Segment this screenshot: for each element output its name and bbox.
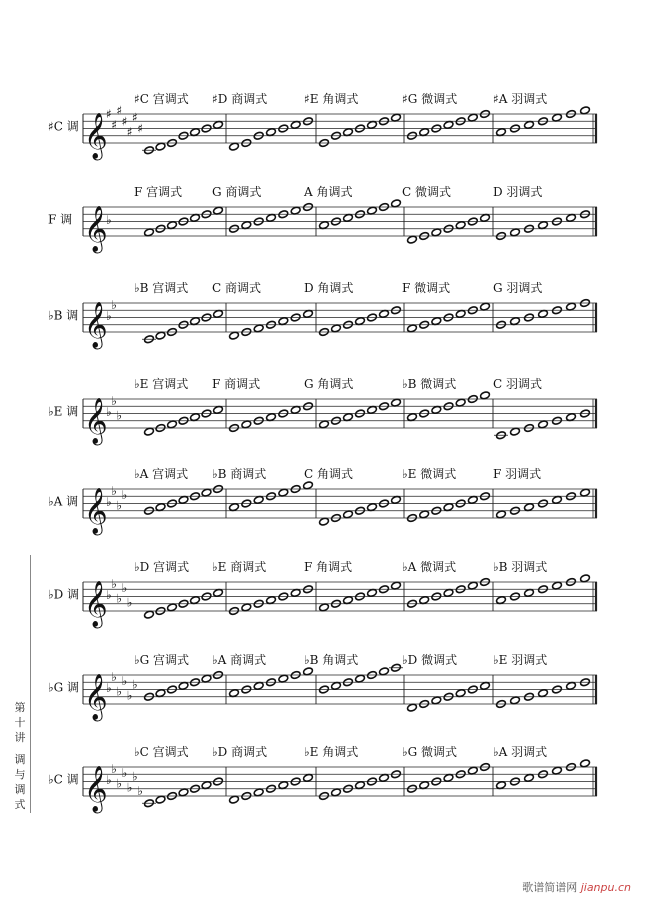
treble-clef: 𝄞 — [84, 302, 108, 348]
whole-note — [319, 420, 330, 429]
whole-note — [367, 588, 378, 597]
whole-note — [229, 503, 240, 512]
whole-note — [455, 221, 466, 230]
whole-note — [201, 488, 212, 497]
key-flat: ♭ — [121, 580, 128, 595]
key-flat: ♭ — [111, 577, 117, 592]
whole-note — [167, 221, 178, 230]
key-flat: ♭ — [116, 408, 123, 423]
whole-note — [355, 317, 366, 326]
whole-note — [253, 324, 264, 333]
key-flat: ♭ — [106, 588, 112, 602]
key-sharp: ♯ — [137, 121, 144, 136]
mode-label: ♭E 商调式 — [212, 560, 267, 574]
staff-system — [48, 184, 597, 254]
mode-label: C 角调式 — [304, 467, 353, 481]
key-flat: ♭ — [106, 681, 112, 695]
whole-note — [213, 588, 224, 597]
mode-label: C 微调式 — [402, 185, 451, 199]
mode-label: ♭E 角调式 — [304, 745, 359, 759]
whole-note — [278, 488, 289, 497]
whole-note — [178, 788, 189, 797]
whole-note — [266, 213, 277, 222]
key-sharp: ♯ — [111, 117, 118, 132]
key-flat: ♭ — [137, 783, 143, 798]
whole-note — [303, 773, 314, 782]
whole-note — [319, 221, 330, 230]
whole-note — [391, 581, 402, 590]
whole-note — [496, 128, 507, 137]
whole-note — [213, 309, 224, 318]
lecture-number: 第十讲 — [14, 701, 26, 744]
whole-note — [213, 120, 224, 129]
whole-note — [379, 667, 390, 676]
whole-note — [167, 603, 178, 612]
whole-note — [480, 213, 491, 222]
whole-note — [290, 405, 301, 414]
mode-label: F 宫调式 — [134, 185, 183, 199]
key-flat: ♭ — [111, 484, 117, 499]
whole-note — [190, 413, 201, 422]
whole-note — [278, 317, 289, 326]
key-sharp: ♯ — [116, 103, 123, 118]
whole-note — [407, 235, 418, 244]
key-flat: ♭ — [132, 677, 138, 692]
whole-note — [241, 221, 252, 230]
mode-label: G 角调式 — [304, 377, 354, 391]
mode-label: D 角调式 — [304, 281, 354, 295]
whole-note — [391, 398, 402, 407]
whole-note — [407, 324, 418, 333]
whole-note — [419, 781, 430, 790]
whole-note — [278, 674, 289, 683]
whole-note — [443, 773, 454, 782]
key-flat: ♭ — [116, 591, 123, 606]
whole-note — [213, 206, 224, 215]
whole-note — [580, 574, 591, 583]
whole-note — [431, 696, 442, 705]
whole-note — [552, 113, 563, 122]
whole-note — [367, 120, 378, 129]
mode-label: ♭B 角调式 — [304, 653, 359, 667]
whole-note — [290, 588, 301, 597]
whole-note — [343, 128, 354, 137]
whole-note — [379, 773, 390, 782]
mode-label: ♭A 宫调式 — [134, 467, 189, 481]
staff-system — [48, 376, 597, 446]
whole-note — [552, 581, 563, 590]
mode-label: F 微调式 — [402, 281, 451, 295]
whole-note — [510, 228, 521, 237]
whole-note — [538, 221, 549, 230]
whole-note — [343, 413, 354, 422]
staff-system — [48, 744, 597, 814]
key-sharp: ♯ — [132, 110, 138, 125]
whole-note — [524, 773, 535, 782]
whole-note — [467, 766, 478, 775]
key-label: ♭G 调 — [48, 680, 80, 695]
whole-note — [467, 113, 478, 122]
whole-note — [391, 495, 402, 504]
whole-note — [167, 420, 178, 429]
whole-note — [524, 503, 535, 512]
key-flat: ♭ — [111, 670, 117, 685]
mode-label: D 羽调式 — [493, 185, 543, 199]
whole-note — [367, 206, 378, 215]
staff-system — [48, 559, 597, 629]
whole-note — [155, 689, 166, 698]
whole-note — [467, 495, 478, 504]
whole-note — [331, 681, 342, 690]
whole-note — [431, 228, 442, 237]
staff-system — [48, 91, 597, 161]
whole-note — [144, 228, 155, 237]
whole-note — [241, 420, 252, 429]
whole-note — [343, 596, 354, 605]
mode-label: F 羽调式 — [493, 467, 542, 481]
whole-note — [155, 142, 166, 151]
key-flat: ♭ — [111, 298, 117, 313]
mode-label: C 商调式 — [212, 281, 261, 295]
whole-note — [552, 495, 563, 504]
whole-note — [538, 309, 549, 318]
whole-note — [443, 588, 454, 597]
whole-note — [467, 581, 478, 590]
whole-note — [190, 317, 201, 326]
whole-note — [391, 113, 402, 122]
whole-note — [431, 405, 442, 414]
mode-label: ♭B 羽调式 — [493, 560, 548, 574]
key-flat: ♭ — [121, 487, 128, 502]
key-label: ♭E 调 — [48, 404, 79, 419]
key-label: F 调 — [48, 212, 73, 227]
whole-note — [355, 674, 366, 683]
mode-label: ♭E 宫调式 — [134, 377, 189, 391]
whole-note — [343, 510, 354, 519]
whole-note — [566, 213, 577, 222]
whole-note — [367, 503, 378, 512]
whole-note — [355, 781, 366, 790]
key-sharp: ♯ — [106, 107, 112, 121]
whole-note — [190, 596, 201, 605]
whole-note — [190, 128, 201, 137]
whole-note — [510, 317, 521, 326]
whole-note — [266, 128, 277, 137]
mode-label: ♭D 宫调式 — [134, 560, 190, 574]
whole-note — [201, 674, 212, 683]
whole-note — [419, 128, 430, 137]
mode-label: ♯E 角调式 — [304, 92, 359, 106]
whole-note — [496, 510, 507, 519]
treble-clef: 𝄞 — [84, 206, 108, 252]
whole-note — [144, 427, 155, 436]
whole-note — [331, 324, 342, 333]
mode-label: G 羽调式 — [493, 281, 543, 295]
treble-clef: 𝄞 — [84, 398, 108, 444]
mode-label: ♭D 微调式 — [402, 653, 458, 667]
whole-note — [229, 142, 240, 151]
whole-note — [319, 517, 330, 526]
whole-note — [319, 603, 330, 612]
key-label: ♭C 调 — [48, 772, 79, 787]
mode-label: ♭B 商调式 — [212, 467, 267, 481]
whole-note — [201, 781, 212, 790]
key-flat: ♭ — [106, 309, 112, 323]
whole-note — [407, 413, 418, 422]
whole-note — [290, 120, 301, 129]
watermark-domain: jianpu.cn — [580, 881, 631, 894]
staff-system — [48, 280, 597, 350]
mode-label: ♭A 商调式 — [212, 653, 267, 667]
key-flat: ♭ — [116, 498, 123, 513]
whole-note — [290, 206, 301, 215]
staff-system — [48, 652, 597, 722]
whole-note — [510, 696, 521, 705]
whole-note — [155, 331, 166, 340]
whole-note — [496, 596, 507, 605]
whole-note — [367, 405, 378, 414]
whole-note — [443, 120, 454, 129]
whole-note — [455, 398, 466, 407]
treble-clef: 𝄞 — [84, 766, 108, 812]
mode-label: F 角调式 — [304, 560, 353, 574]
mode-label: ♯C 宫调式 — [134, 92, 189, 106]
key-flat: ♭ — [106, 213, 112, 227]
whole-note — [343, 213, 354, 222]
whole-note — [431, 317, 442, 326]
key-sharp: ♯ — [126, 125, 133, 140]
whole-note — [303, 481, 314, 490]
mode-label: ♭C 宫调式 — [134, 745, 189, 759]
lecture-title: 调与调式 — [14, 753, 26, 811]
key-flat: ♭ — [106, 495, 112, 509]
mode-label: G 商调式 — [212, 185, 262, 199]
whole-note — [144, 610, 155, 619]
whole-note — [229, 689, 240, 698]
whole-note — [455, 689, 466, 698]
whole-note — [253, 495, 264, 504]
key-sharp: ♯ — [121, 114, 128, 129]
mode-label: C 羽调式 — [493, 377, 542, 391]
whole-note — [419, 510, 430, 519]
key-flat: ♭ — [106, 773, 112, 787]
whole-note — [419, 596, 430, 605]
whole-note — [241, 603, 252, 612]
whole-note — [190, 213, 201, 222]
key-flat: ♭ — [116, 776, 123, 791]
whole-note — [552, 766, 563, 775]
whole-note — [580, 488, 591, 497]
key-flat: ♭ — [111, 762, 117, 777]
whole-note — [253, 681, 264, 690]
whole-note — [455, 309, 466, 318]
mode-label: ♭E 羽调式 — [493, 653, 548, 667]
mode-label: ♭G 微调式 — [402, 745, 458, 759]
side-divider — [30, 555, 31, 813]
whole-note — [391, 199, 402, 208]
whole-note — [253, 788, 264, 797]
whole-note — [213, 405, 224, 414]
whole-note — [524, 120, 535, 129]
whole-note — [538, 689, 549, 698]
whole-note — [480, 302, 491, 311]
key-label: ♭D 调 — [48, 587, 80, 602]
whole-note — [538, 420, 549, 429]
key-flat: ♭ — [121, 673, 128, 688]
whole-note — [278, 781, 289, 790]
key-flat: ♭ — [121, 765, 128, 780]
whole-note — [443, 503, 454, 512]
whole-note — [379, 309, 390, 318]
whole-note — [303, 667, 314, 676]
mode-label: ♭B 微调式 — [402, 377, 457, 391]
key-flat: ♭ — [106, 405, 112, 419]
whole-note — [407, 703, 418, 712]
whole-note — [580, 106, 591, 115]
whole-note — [480, 681, 491, 690]
whole-note — [266, 596, 277, 605]
key-flat: ♭ — [126, 780, 133, 795]
mode-label: ♯A 羽调式 — [493, 92, 548, 106]
whole-note — [178, 681, 189, 690]
key-label: ♭B 调 — [48, 308, 79, 323]
whole-note — [229, 795, 240, 804]
whole-note — [496, 781, 507, 790]
mode-label: ♭G 宫调式 — [134, 653, 190, 667]
treble-clef: 𝄞 — [84, 488, 108, 534]
mode-label: ♭B 宫调式 — [134, 281, 189, 295]
mode-label: ♭D 商调式 — [212, 745, 268, 759]
mode-label: ♭E 微调式 — [402, 467, 457, 481]
whole-note — [303, 309, 314, 318]
mode-label: ♯G 微调式 — [402, 92, 458, 106]
watermark-name: 歌谱简谱网 — [522, 881, 578, 894]
key-flat: ♭ — [126, 595, 133, 610]
key-flat: ♭ — [116, 684, 123, 699]
whole-note — [566, 681, 577, 690]
mode-label: A 角调式 — [304, 185, 353, 199]
whole-note — [229, 331, 240, 340]
key-flat: ♭ — [126, 688, 133, 703]
whole-note — [580, 759, 591, 768]
mode-label: ♭A 微调式 — [402, 560, 457, 574]
whole-note — [331, 788, 342, 797]
watermark — [522, 879, 631, 895]
whole-note — [178, 495, 189, 504]
mode-label: F 商调式 — [212, 377, 261, 391]
treble-clef: 𝄞 — [84, 113, 108, 159]
key-flat: ♭ — [132, 769, 138, 784]
whole-note — [524, 588, 535, 597]
whole-note — [566, 413, 577, 422]
mode-label: ♭A 羽调式 — [493, 745, 548, 759]
staff-system — [48, 466, 597, 536]
treble-clef: 𝄞 — [84, 674, 108, 720]
whole-note — [510, 427, 521, 436]
whole-note — [480, 391, 491, 400]
key-flat: ♭ — [111, 394, 117, 409]
treble-clef: 𝄞 — [84, 581, 108, 627]
mode-label: ♯D 商调式 — [212, 92, 268, 106]
whole-note — [155, 795, 166, 804]
whole-note — [155, 503, 166, 512]
whole-note — [566, 302, 577, 311]
key-label: ♭A 调 — [48, 494, 79, 509]
whole-note — [266, 413, 277, 422]
key-label: ♯C 调 — [48, 119, 79, 134]
